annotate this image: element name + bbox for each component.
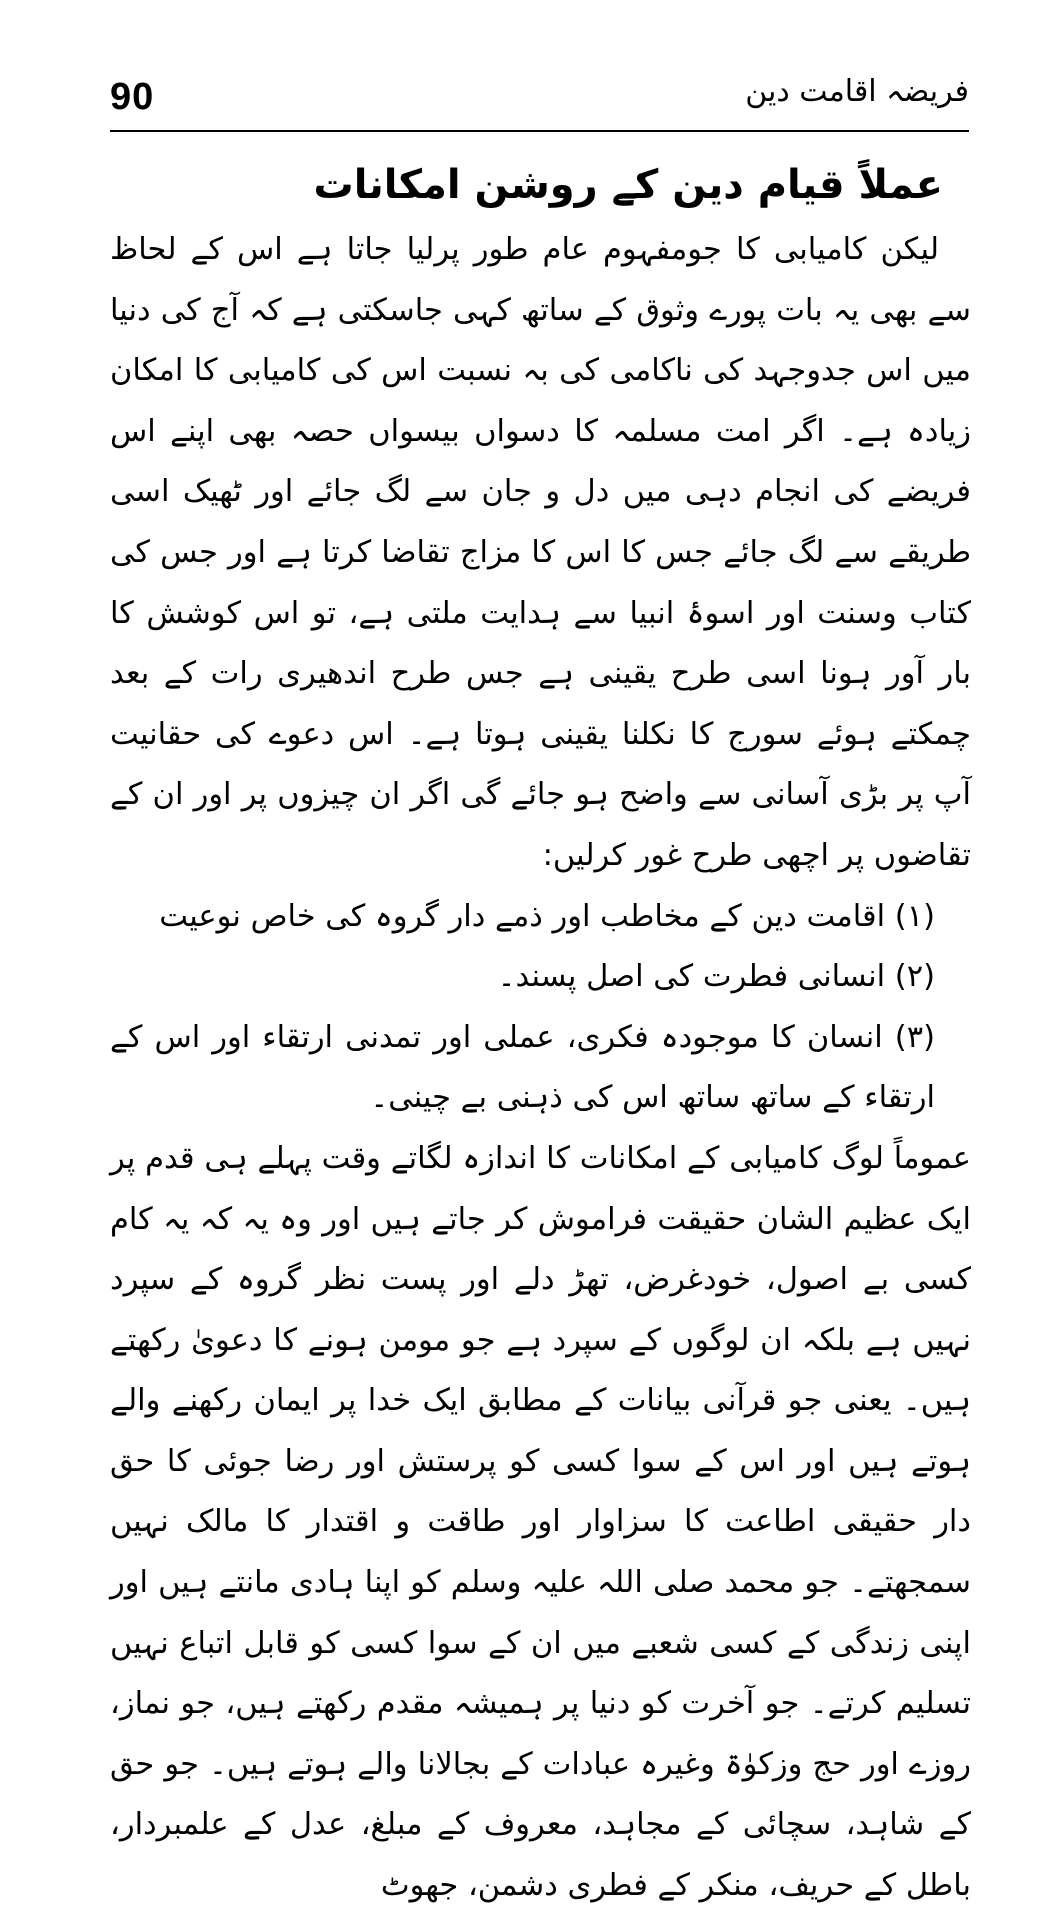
section-heading: عملاً قیام دین کے روشن امکانات bbox=[313, 162, 943, 208]
page-body bbox=[110, 150, 971, 1917]
header-rule bbox=[110, 130, 969, 132]
paragraph-1: لیکن کامیابی کا جومفہوم عام طور پرلیا جاتا ہے اس کے لحاظ سے بھی یہ بات پورے وثوق کے ساتھ کہی جاسکتی ہے کہ آج کی دنیا میں اس جدوجہد کی ناکامی کی بہ نسبت اس کی کامیابی کا امکان زیادہ ہے۔ اگر امت مسلمہ کا دسواں بیسواں حصہ بھی اپنے اس فریضے کی انجام دہی میں دل و جان سے لگ جائے اور ٹھیک اسی طریقے سے لگ جائے جس کا اس کا مزاج تقاضا کرتا ہے اور جس کی کتاب وسنت اور اسوۂ انبیا سے ہدایت ملتی ہے، تو اس کوشش کا بار آور ہونا اسی طرح یقینی ہے جس طرح اندھیری رات کے بعد چمکتے ہوئے سورج کا نکلنا یقینی ہوتا ہے۔ اس دعوے کی حقانیت آپ پر بڑی آسانی سے واضح ہو جائے گی اگر ان چیزوں پر اور ان کے تقاضوں پر اچھی طرح غور کرلیں: bbox=[110, 232, 971, 873]
paragraph-2: عموماً لوگ کامیابی کے امکانات کا اندازہ لگاتے وقت پہلے ہی قدم پر ایک عظیم الشان حقیقت فراموش کر جاتے ہیں اور وہ یہ کہ یہ کام کسی بے اصول، خودغرض، تھڑ دلے اور پست نظر گروہ کے سپرد نہیں ہے بلکہ ان لوگوں کے سپرد ہے جو مومن ہونے کا دعویٰ رکھتے ہیں۔ یعنی جو قرآنی بیانات کے مطابق ایک خدا پر ایمان رکھنے والے ہوتے ہیں اور اس کے سوا کسی کو پرستش اور رضا جوئی کا حق دار حقیقی اطاعت کا سزاوار اور طاقت و اقتدار کا مالک نہیں سمجھتے۔ جو محمد صلی اللہ علیہ وسلم کو اپنا ہادی مانتے ہیں اور اپنی زندگی کے کسی شعبے میں ان کے سوا کسی کو قابل اتباع نہیں تسلیم کرتے۔ جو آخرت کو دنیا پر ہمیشہ مقدم رکھتے ہیں، جو نماز، روزے اور حج وزکوٰۃ وغیرہ عبادات کے بجالانا والے ہوتے ہیں۔ جو حق کے شاہد، سچائی کے مجاہد، معروف کے مبلغ، عدل کے علمبردار، باطل کے حریف، منکر کے فطری دشمن، جھوٹ bbox=[110, 1140, 971, 1904]
list-item-2: (۲) انسانی فطرت کی اصل پسند۔ bbox=[497, 959, 935, 995]
page-header bbox=[110, 66, 969, 126]
list-item-1: (۱) اقامت دین کے مخاطب اور ذمے دار گروہ کی خاص نوعیت bbox=[159, 898, 935, 934]
page-number: 90 bbox=[110, 76, 155, 118]
list-item-3: (۳) انسان کا موجودہ فکری، عملی اور تمدنی ارتقاء اور اس کے ارتقاء کے ساتھ ساتھ اس کی ذہنی بے چینی۔ bbox=[110, 1019, 935, 1116]
points-list bbox=[110, 887, 971, 1129]
running-title: فریضہ اقامت دین bbox=[745, 74, 969, 109]
